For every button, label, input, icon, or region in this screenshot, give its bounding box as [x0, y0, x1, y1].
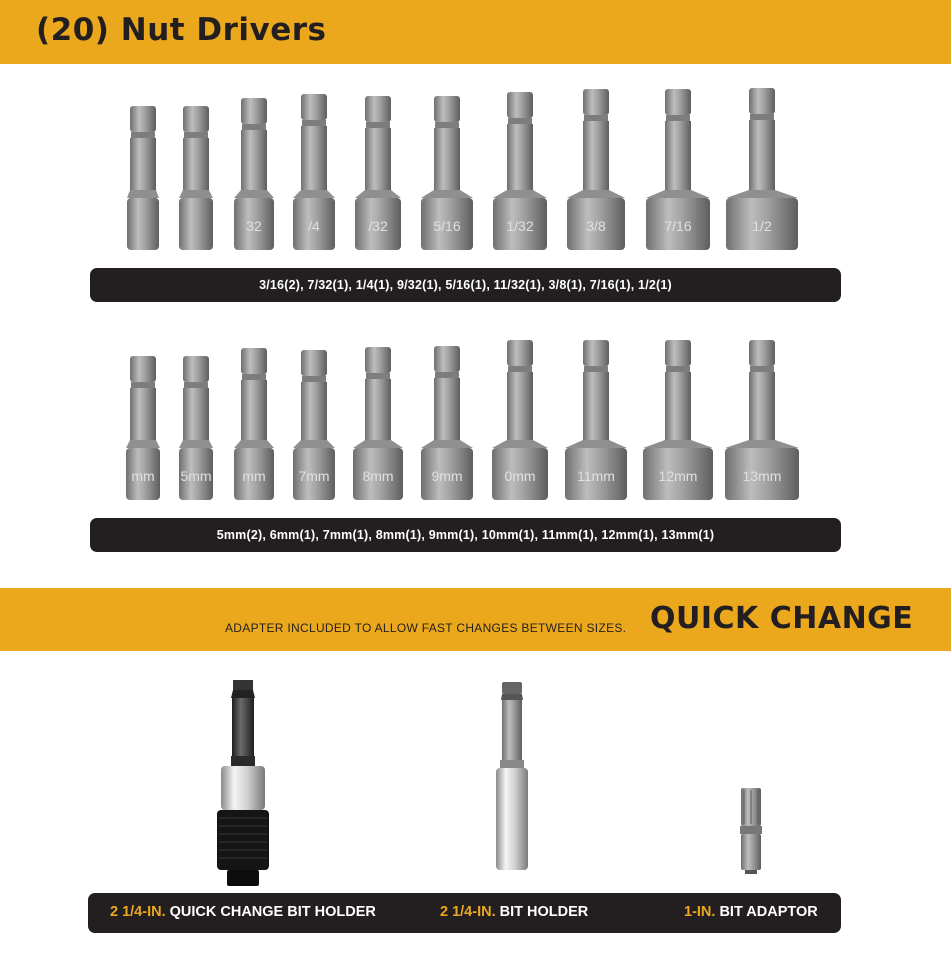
sae-marking-8: 3/8	[586, 218, 606, 234]
sae-marking-5: /32	[368, 218, 388, 234]
sae-nut-driver-9	[646, 89, 710, 250]
sae-marking-6: 5/16	[433, 218, 461, 234]
metric-nut-driver-4	[293, 350, 335, 500]
sae-nut-driver-row	[0, 84, 951, 254]
accessory-label-quick-change-bit-holder: 2 1/4-IN. QUICK CHANGE BIT HOLDER	[110, 904, 376, 920]
metric-marking-9: 12mm	[658, 468, 698, 484]
metric-nut-driver-3	[234, 348, 274, 500]
accessory-label-bit-holder: 2 1/4-IN. BIT HOLDER	[440, 904, 589, 920]
sae-nut-driver-3	[234, 98, 274, 250]
bit-adaptor-image	[736, 786, 766, 876]
sae-nut-driver-8	[567, 89, 625, 250]
metric-nut-driver-2	[179, 356, 213, 500]
metric-nut-driver-6	[421, 346, 473, 500]
sae-nut-driver-5	[355, 96, 401, 250]
quick-change-banner	[0, 588, 951, 651]
sae-nut-driver-6	[421, 96, 473, 250]
bit-holder-image	[488, 680, 538, 875]
metric-marking-3: mm	[242, 468, 266, 484]
accessory-label-bit-adaptor: 1-IN. BIT ADAPTOR	[684, 904, 818, 920]
metric-marking-4: 7mm	[298, 468, 330, 484]
sae-marking-10: 1/2	[752, 218, 772, 234]
sae-marking-7: 1/32	[506, 218, 534, 234]
sae-marking-9: 7/16	[664, 218, 692, 234]
metric-marking-8: 11mm	[577, 468, 615, 484]
metric-marking-6: 9mm	[431, 468, 463, 484]
metric-marking-1: mm	[131, 468, 155, 484]
metric-nut-driver-10	[725, 340, 799, 500]
metric-marking-10: 13mm	[742, 468, 782, 484]
metric-nut-driver-8	[565, 340, 627, 500]
metric-nut-driver-1	[126, 356, 160, 500]
metric-sizes-bar: 5mm(2), 6mm(1), 7mm(1), 8mm(1), 9mm(1), 10mm(1), 11mm(1), 12mm(1), 13mm(1)	[90, 518, 841, 552]
metric-nut-driver-5	[353, 347, 403, 500]
metric-nut-driver-9	[643, 340, 713, 500]
sae-nut-driver-10	[726, 88, 798, 250]
page-title: (20) Nut Drivers	[36, 12, 327, 48]
quick-change-bit-holder-image	[205, 678, 285, 888]
quick-change-title: QUICK CHANGE	[650, 601, 914, 636]
quick-change-subtitle: ADAPTER INCLUDED TO ALLOW FAST CHANGES BETWEEN SIZES.	[225, 621, 627, 635]
metric-marking-5: 8mm	[362, 468, 394, 484]
sae-nut-driver-7	[493, 92, 547, 250]
sae-nut-driver-1	[127, 106, 159, 250]
metric-marking-7: 0mm	[504, 468, 536, 484]
sae-nut-driver-4	[293, 94, 335, 250]
sae-nut-driver-2	[179, 106, 213, 250]
sae-marking-4: /4	[308, 218, 320, 234]
title-banner	[0, 0, 951, 64]
accessory-labels-bar	[88, 893, 841, 933]
metric-marking-2: 5mm	[180, 468, 212, 484]
metric-nut-driver-7	[492, 340, 548, 500]
sae-marking-3: 32	[246, 218, 262, 234]
sae-sizes-bar: 3/16(2), 7/32(1), 1/4(1), 9/32(1), 5/16(1), 11/32(1), 3/8(1), 7/16(1), 1/2(1)	[90, 268, 841, 302]
metric-nut-driver-row	[0, 334, 951, 504]
